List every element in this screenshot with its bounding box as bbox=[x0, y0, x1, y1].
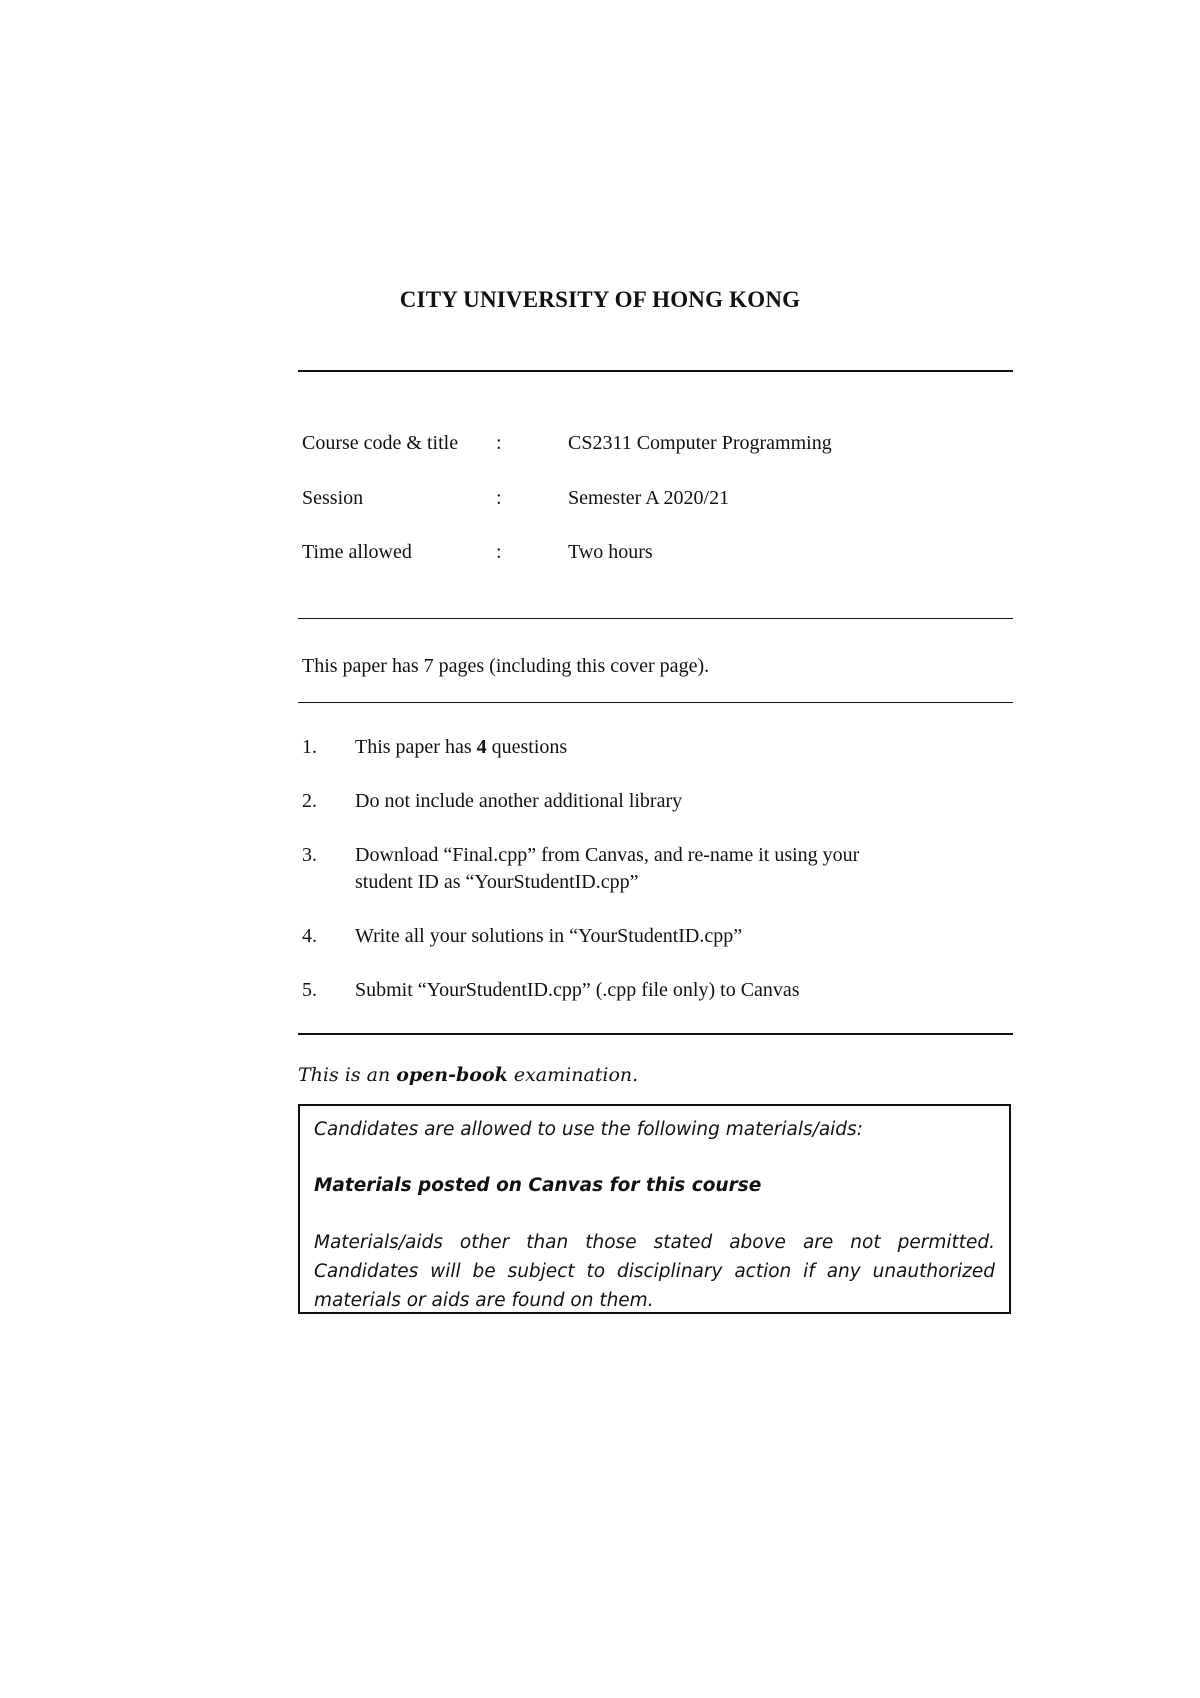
session-colon: : bbox=[496, 487, 502, 509]
time-allowed-value: Two hours bbox=[568, 541, 653, 563]
instruction-text: Do not include another additional library bbox=[355, 790, 683, 812]
instruction-number: 4. bbox=[302, 925, 317, 947]
exam-type-note bbox=[298, 1064, 638, 1086]
time-allowed-label: Time allowed bbox=[302, 541, 412, 563]
instruction-text bbox=[355, 734, 995, 761]
instruction-text-pre: This paper has bbox=[355, 736, 477, 758]
question-count: 4 bbox=[476, 736, 487, 758]
course-code-value: CS2311 Computer Programming bbox=[568, 432, 832, 454]
course-code-colon: : bbox=[496, 432, 502, 454]
info-divider bbox=[298, 618, 1013, 619]
time-allowed-colon: : bbox=[496, 541, 502, 563]
instructions-divider bbox=[298, 1033, 1013, 1035]
instruction-text-post: questions bbox=[486, 736, 568, 758]
aids-allowed: Materials posted on Canvas for this course bbox=[314, 1175, 762, 1196]
session-label: Session bbox=[302, 487, 364, 509]
instruction-number: 2. bbox=[302, 790, 317, 812]
instruction-number: 3. bbox=[302, 844, 317, 866]
top-divider bbox=[298, 370, 1013, 372]
pages-divider bbox=[298, 702, 1013, 703]
exam-type-pre: This is an bbox=[298, 1064, 397, 1086]
instruction-text-line1: Download “Final.cpp” from Canvas, and re-name it using your bbox=[355, 844, 860, 866]
instruction-text: Submit “YourStudentID.cpp” (.cpp file only) to Canvas bbox=[355, 979, 800, 1001]
permitted-aids-box bbox=[298, 1104, 1011, 1314]
instruction-text: Write all your solutions in “YourStudentID.cpp” bbox=[355, 925, 743, 947]
exam-type-bold: open-book bbox=[396, 1064, 508, 1086]
instruction-number: 5. bbox=[302, 979, 317, 1001]
session-value: Semester A 2020/21 bbox=[568, 487, 730, 509]
course-code-label: Course code & title bbox=[302, 432, 459, 454]
instruction-text bbox=[355, 842, 995, 896]
pages-note: This paper has 7 pages (including this cover page). bbox=[302, 655, 710, 677]
aids-warning: Materials/aids other than those stated above are not permitted. Candidates will be subject to disciplinary action if any unauthorized materials or aids are found on them. bbox=[314, 1232, 995, 1311]
exam-type-post: examination. bbox=[507, 1064, 639, 1086]
aids-intro: Candidates are allowed to use the following materials/aids: bbox=[314, 1119, 863, 1140]
instruction-text-line2: student ID as “YourStudentID.cpp” bbox=[355, 871, 639, 893]
instruction-number: 1. bbox=[302, 736, 317, 758]
university-title: CITY UNIVERSITY OF HONG KONG bbox=[399, 287, 801, 312]
